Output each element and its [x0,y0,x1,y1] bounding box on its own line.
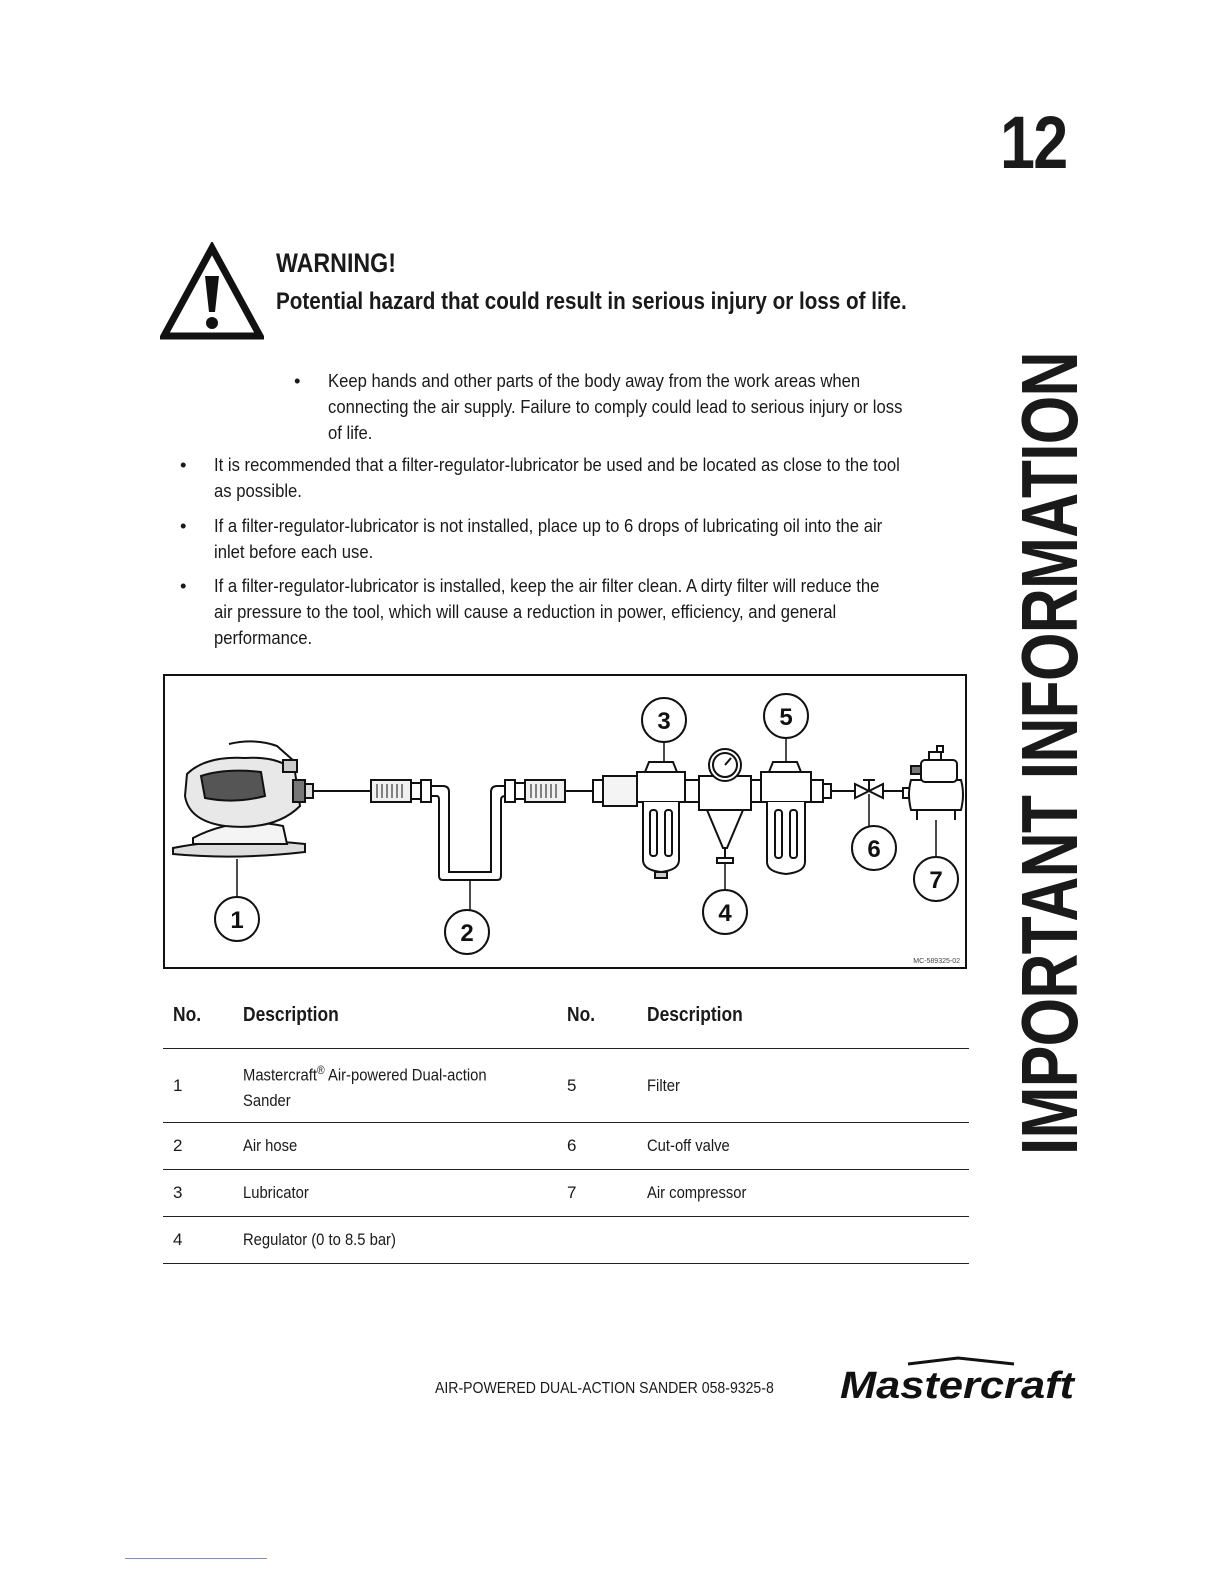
header-no: No. [567,1004,596,1026]
bullet-line: Keep hands and other parts of the body away from the work areas when [328,370,861,391]
cell-no: 5 [567,1049,647,1123]
cell-description: Air compressor [647,1170,969,1217]
bullet-line: connecting the air supply. Failure to comply could lead to serious injury or loss [328,396,903,417]
cell-no: 1 [163,1049,243,1123]
table-row [163,1217,969,1264]
cell-description: Cut-off valve [647,1123,969,1170]
table-row [163,1123,969,1170]
bullet-line: performance. [214,627,313,648]
callout-3: 3 [657,708,671,735]
sander-drawing [173,741,313,856]
svg-text:Mastercraft: Mastercraft [840,1365,1076,1404]
bullet-line: If a filter-regulator-lubricator is not installed, place up to 6 drops of lubricating oil into the air [214,515,883,536]
bullet-line: inlet before each use. [214,541,374,562]
cell-description: Lubricator [243,1170,567,1217]
mastercraft-logo [838,1356,1078,1404]
cell-description: Mastercraft® Air-powered Dual-action Sander [243,1049,567,1123]
table-row [163,1049,969,1123]
callout-1: 1 [230,907,244,934]
diagram-code: MC-589325-02 [913,958,960,965]
air-supply-diagram [163,674,967,969]
callout-7: 7 [929,867,943,894]
parts-table [163,1004,969,1264]
warning-subtitle: Potential hazard that could result in serious injury or loss of life. [276,288,907,315]
callout-6: 6 [867,836,881,863]
info-bullet: • It is recommended that a filter-regulator-lubricator be used and be located as close to the tool as possible. [180,452,980,506]
cell-description [647,1217,969,1264]
warning-bullet: • Keep hands and other parts of the body away from the work areas when connecting the air supply. Failure to comply could lead to serious injury or loss of life. [294,368,974,448]
cell-no: 6 [567,1123,647,1170]
bullet-line: air pressure to the tool, which will cause a reduction in power, efficiency, and general [214,601,837,622]
header-description: Description [647,1004,743,1026]
cell-description: Air hose [243,1123,567,1170]
warning-triangle-icon [160,242,264,342]
warning-title: WARNING! [276,248,396,278]
header-description: Description [243,1004,339,1026]
table-header-row [163,1004,969,1049]
callout-2: 2 [460,920,474,947]
cell-no: 4 [163,1217,243,1264]
bullet-line: It is recommended that a filter-regulator-lubricator be used and be located as close to the tool [214,454,900,475]
bullet-line: of life. [328,422,373,443]
cell-description: Regulator (0 to 8.5 bar) [243,1217,567,1264]
bottom-rule [125,1558,267,1559]
callout-4: 4 [718,900,732,927]
footer-product-name: AIR-POWERED DUAL-ACTION SANDER 058-9325-8 [435,1380,774,1397]
cell-no: 7 [567,1170,647,1217]
callout-5: 5 [779,704,793,731]
cell-no: 2 [163,1123,243,1170]
info-bullet: • If a filter-regulator-lubricator is not installed, place up to 6 drops of lubricating oil into the air inlet before each use. [180,513,980,567]
cell-no [567,1217,647,1264]
header-no: No. [173,1004,202,1026]
bullet-line: as possible. [214,480,302,501]
diagram-drawing [165,676,965,967]
cell-no: 3 [163,1170,243,1217]
section-side-title: IMPORTANT INFORMATION [1005,352,1094,1155]
info-bullet: • If a filter-regulator-lubricator is installed, keep the air filter clean. A dirty filter will reduce the air pressure to the tool, which will cause a reduction in power, efficiency, and general performance. [180,573,980,653]
page-number: 12 [1000,101,1067,184]
bullet-line: If a filter-regulator-lubricator is installed, keep the air filter clean. A dirty filter will reduce the [214,575,880,596]
table-row [163,1170,969,1217]
cell-description: Filter [647,1049,969,1123]
